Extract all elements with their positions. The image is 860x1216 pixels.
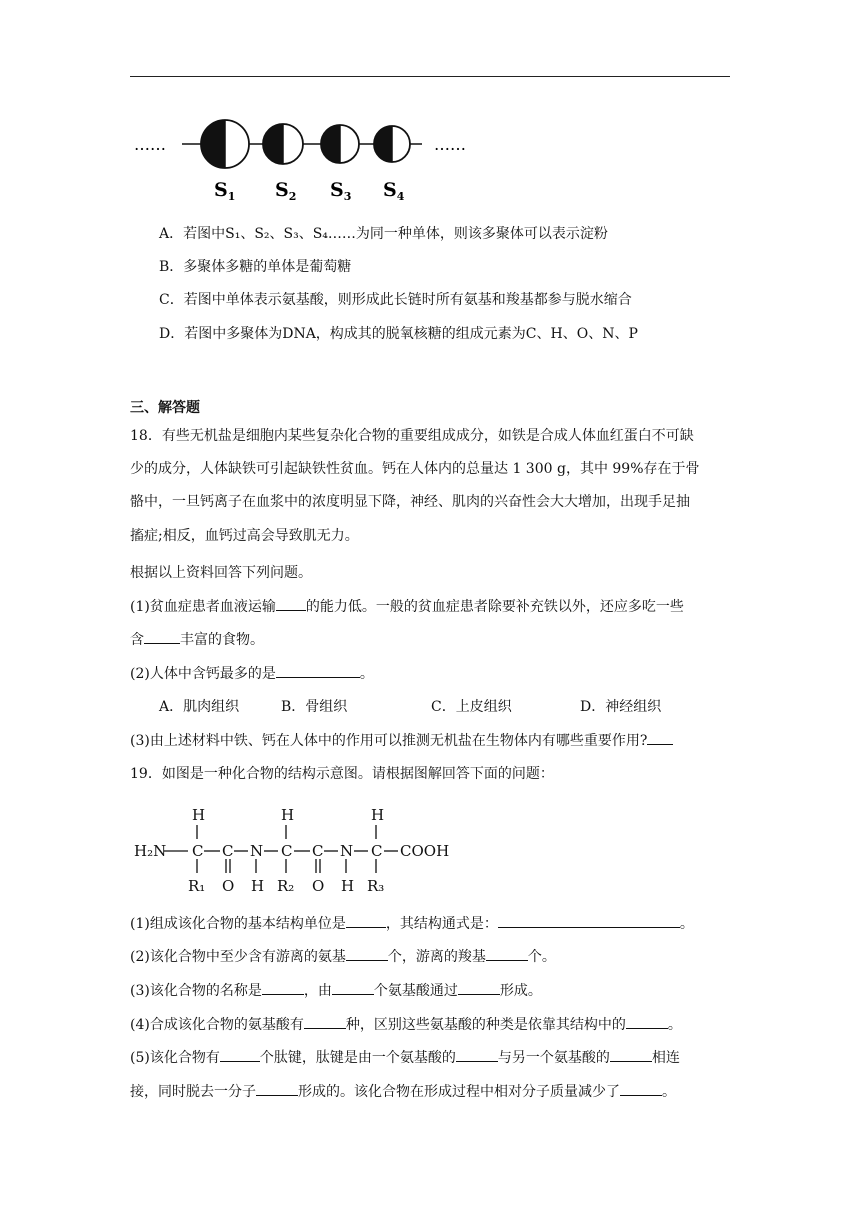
q19-sub2: (2)该化合物中至少含有游离的氨基 个，游离的羧基 个。 xyxy=(130,946,556,967)
q18-line-2: 少的成分，人体缺铁可引起缺铁性贫血。钙在人体内的总量达 1 300 g，其中 99%存在于骨 xyxy=(130,461,700,477)
formula-c2: C xyxy=(222,842,234,860)
section-heading: 三、解答题 xyxy=(130,400,200,416)
q18-sub2: (2)人体中含钙最多的是 。 xyxy=(130,663,374,684)
q18-intro: 根据以上资料回答下列问题。 xyxy=(130,565,312,581)
q17-option-b: B．多聚体多糖的单体是葡萄糖 xyxy=(159,259,352,275)
header-rule xyxy=(130,76,730,77)
formula-r2: R₂ xyxy=(277,877,295,895)
q18-line-3: 骼中，一旦钙离子在血浆中的浓度明显下降，神经、肌肉的兴奋性会大大增加，出现手足抽 xyxy=(130,494,690,510)
blank-field[interactable] xyxy=(262,980,304,995)
formula-cooh: COOH xyxy=(400,842,450,860)
formula-c3: C xyxy=(281,842,293,860)
formula-c4: C xyxy=(312,842,324,860)
blank-field[interactable] xyxy=(620,1081,662,1096)
polymer-chain-figure xyxy=(130,112,490,207)
label-s4: $S_4$ xyxy=(383,179,405,203)
label-s3: $S_3$ xyxy=(330,179,352,203)
formula-r1: R₁ xyxy=(188,877,206,895)
blank-field[interactable] xyxy=(304,1014,346,1029)
formula-h3: H xyxy=(371,806,385,824)
q17-option-c: C．若图中单体表示氨基酸，则形成此长链时所有氨基和羧基都参与脱水缩合 xyxy=(159,292,632,308)
q18-option-d: D．神经组织 xyxy=(580,699,662,715)
blank-field[interactable] xyxy=(626,1014,668,1029)
q18-line-4: 搐症;相反，血钙过高会导致肌无力。 xyxy=(130,528,359,544)
q19-sub4: (4)合成该化合物的氨基酸有 种，区别这些氨基酸的种类是依靠其结构中的 。 xyxy=(130,1014,682,1035)
q18-line-1: 18．有些无机盐是细胞内某些复杂化合物的重要组成成分，如铁是合成人体血红蛋白不可缺 xyxy=(130,428,694,444)
q18-option-b: B．骨组织 xyxy=(281,699,348,715)
q18-sub1-line1: (1)贫血症患者血液运输 的能力低。一般的贫血症患者除要补充铁以外，还应多吃一些 xyxy=(130,596,684,617)
formula-c5: C xyxy=(371,842,383,860)
formula-h2n: H₂N xyxy=(134,842,167,860)
blank-field[interactable] xyxy=(276,663,360,678)
q19-sub5-line2: 接，同时脱去一分子 形成的。该化合物在形成过程中相对分子质量减少了 。 xyxy=(130,1081,676,1102)
blank-field[interactable] xyxy=(220,1047,260,1062)
formula-h-n1: H xyxy=(251,877,265,895)
blank-field[interactable] xyxy=(486,946,528,961)
blank-field[interactable] xyxy=(276,596,306,611)
monomer-s3 xyxy=(321,125,359,163)
q18-option-c: C．上皮组织 xyxy=(431,699,512,715)
q19-sub5-line1: (5)该化合物有 个肽键，肽键是由一个氨基酸的 与另一个氨基酸的 相连 xyxy=(130,1047,680,1068)
q18-sub1-line2: 含 丰富的食物。 xyxy=(130,629,264,650)
blank-field[interactable] xyxy=(456,1047,498,1062)
q19-sub1: (1)组成该化合物的基本结构单位是 ，其结构通式是： 。 xyxy=(130,913,694,934)
formula-o2: O xyxy=(312,877,325,895)
q19-title: 19．如图是一种化合物的结构示意图。请根据图解回答下面的问题： xyxy=(130,766,554,782)
label-s1: $S_1$ xyxy=(214,179,236,203)
formula-r3: R₃ xyxy=(367,877,385,895)
formula-h2: H xyxy=(281,806,295,824)
q19-sub3: (3)该化合物的名称是 ，由 个氨基酸通过 形成。 xyxy=(130,980,542,1001)
formula-n2: N xyxy=(340,842,354,860)
q17-option-a: A．若图中S₁、S₂、S₃、S₄……为同一种单体，则该多聚体可以表示淀粉 xyxy=(159,226,608,242)
formula-h1: H xyxy=(192,806,206,824)
q17-option-d: D．若图中多聚体为DNA，构成其的脱氧核糖的组成元素为C、H、O、N、P xyxy=(159,326,638,342)
label-s2: $S_2$ xyxy=(275,179,297,203)
blank-field[interactable] xyxy=(144,629,180,644)
tripeptide-structure-figure xyxy=(130,797,470,902)
formula-n1: N xyxy=(250,842,264,860)
blank-field[interactable] xyxy=(498,913,680,928)
formula-c1: C xyxy=(192,842,204,860)
formula-o1: O xyxy=(222,877,235,895)
blank-field[interactable] xyxy=(346,946,388,961)
monomer-s2 xyxy=(263,124,303,164)
monomer-s1 xyxy=(201,120,249,168)
q18-sub3: (3)由上述材料中铁、钙在人体中的作用可以推测无机盐在生物体内有哪些重要作用? xyxy=(130,730,673,751)
chain-dots-right: …… xyxy=(434,135,466,154)
formula-h-n2: H xyxy=(341,877,355,895)
q18-option-a: A．肌肉组织 xyxy=(159,699,240,715)
chain-dots-left: …… xyxy=(134,135,166,154)
blank-field[interactable] xyxy=(346,913,386,928)
blank-field[interactable] xyxy=(256,1081,298,1096)
blank-field[interactable] xyxy=(610,1047,652,1062)
blank-field[interactable] xyxy=(458,980,500,995)
blank-field[interactable] xyxy=(647,730,673,745)
blank-field[interactable] xyxy=(332,980,374,995)
monomer-s4 xyxy=(374,126,410,162)
